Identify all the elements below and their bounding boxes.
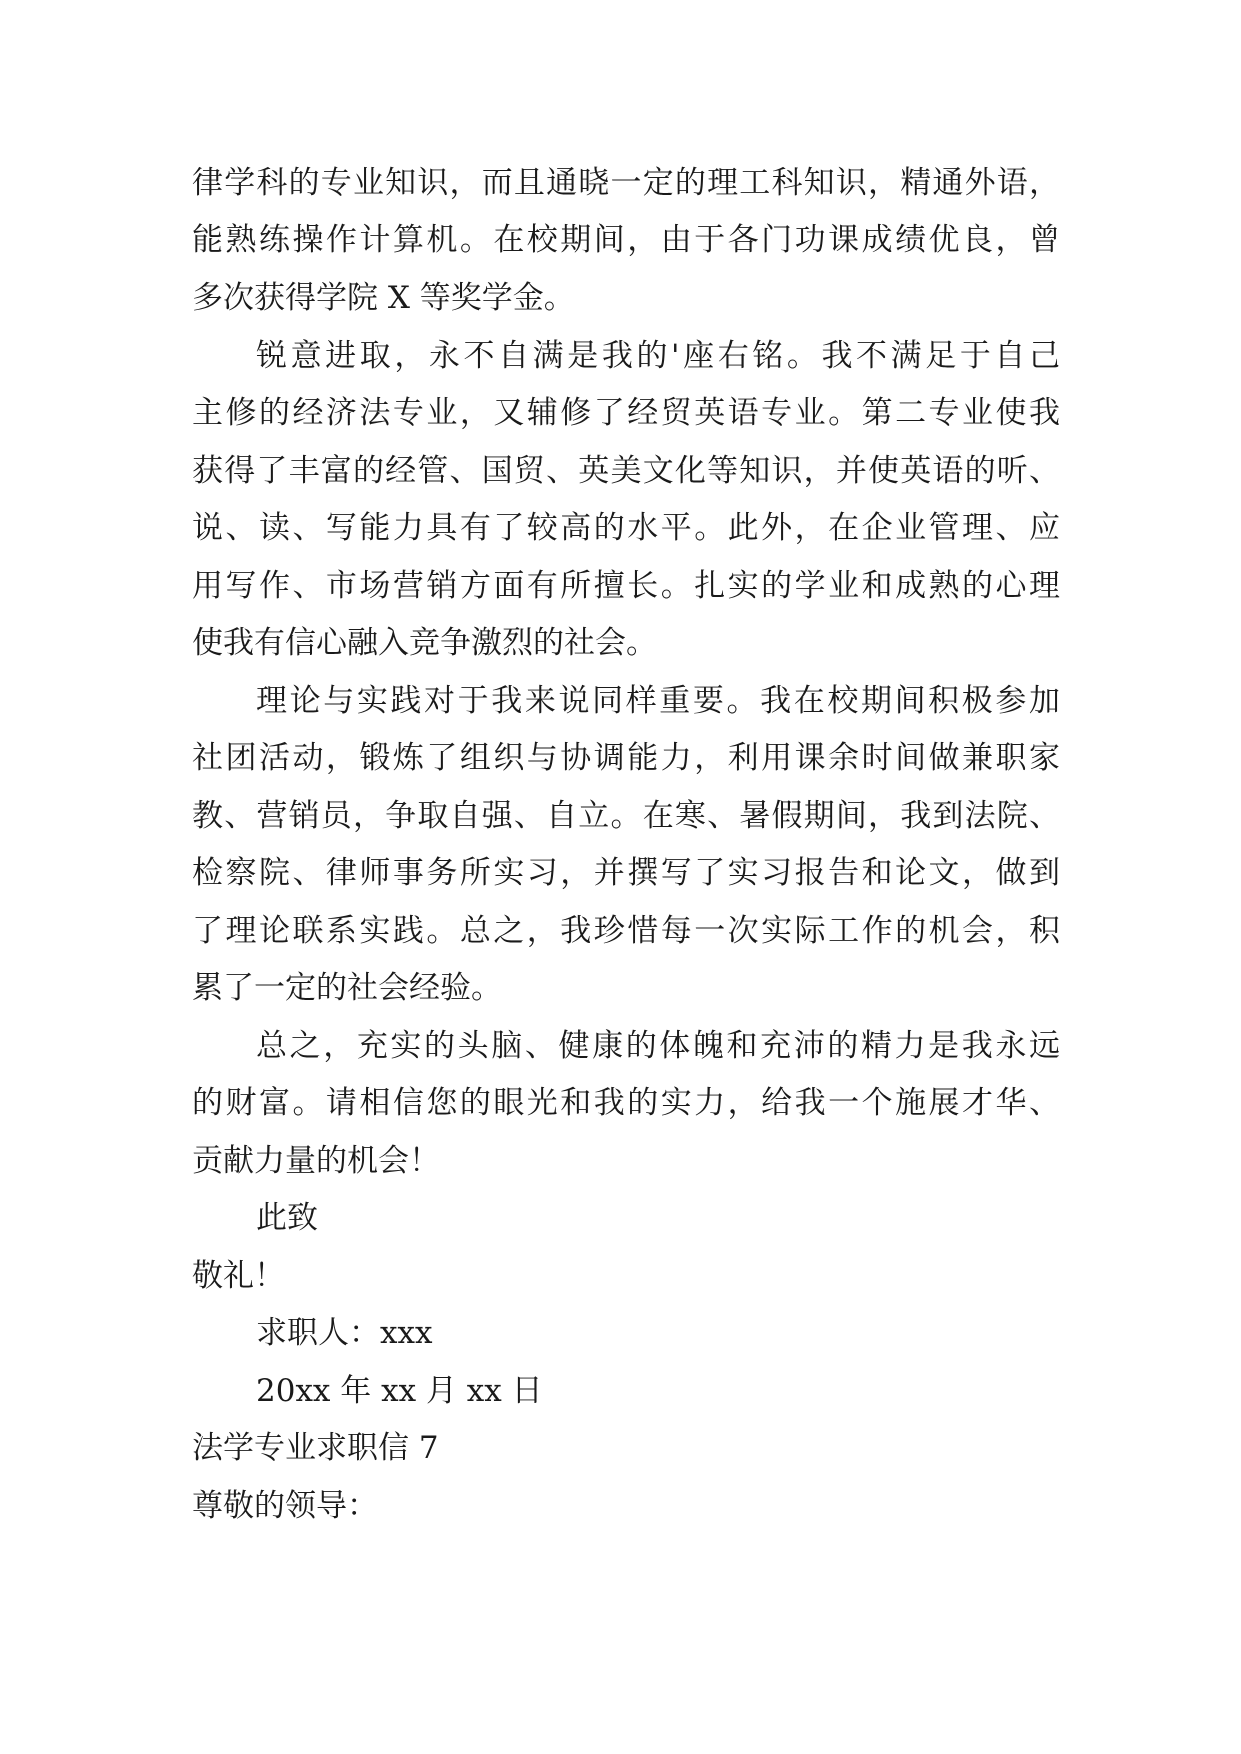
text-line: 使我有信心融入竞争激烈的社会。 (192, 625, 657, 661)
paragraph-start-line: 锐意进取，永不自满是我的'座右铭。我不满足于自己 (256, 338, 1060, 374)
text-line: 能熟练操作计算机。在校期间，由于各门功课成绩优良，曾 (192, 222, 1060, 258)
date-line: 20xx 年 xx 月 xx 日 (256, 1373, 543, 1409)
text-line: 贡献力量的机会！ (192, 1143, 440, 1179)
section-title: 法学专业求职信 7 (192, 1430, 439, 1466)
text-line: 的财富。请相信您的眼光和我的实力，给我一个施展才华、 (192, 1085, 1060, 1121)
paragraph-start-line: 理论与实践对于我来说同样重要。我在校期间积极参加 (256, 683, 1060, 719)
text-line: 检察院、律师事务所实习，并撰写了实习报告和论文，做到 (192, 855, 1060, 891)
text-line: 社团活动，锻炼了组织与协调能力，利用课余时间做兼职家 (192, 740, 1060, 776)
paragraph-start-line: 总之，充实的头脑、健康的体魄和充沛的精力是我永远 (256, 1028, 1060, 1064)
text-line: 多次获得学院 X 等奖学金。 (192, 280, 575, 316)
signature-line: 求职人：xxx (256, 1315, 433, 1351)
text-line: 说、读、写能力具有了较高的水平。此外，在企业管理、应 (192, 510, 1060, 546)
greeting-line: 尊敬的领导： (192, 1488, 378, 1524)
closing-regards: 敬礼！ (192, 1258, 285, 1294)
text-line: 获得了丰富的经管、国贸、英美文化等知识，并使英语的听、 (192, 453, 1060, 489)
closing-salutation: 此致 (256, 1200, 318, 1236)
text-line: 教、营销员，争取自强、自立。在寒、暑假期间，我到法院、 (192, 798, 1060, 834)
text-line: 累了一定的社会经验。 (192, 970, 502, 1006)
text-line: 主修的经济法专业，又辅修了经贸英语专业。第二专业使我 (192, 395, 1060, 431)
text-line: 了理论联系实践。总之，我珍惜每一次实际工作的机会，积 (192, 913, 1060, 949)
text-line: 律学科的专业知识，而且通晓一定的理工科知识，精通外语， (192, 165, 1060, 201)
text-line: 用写作、市场营销方面有所擅长。扎实的学业和成熟的心理 (192, 568, 1060, 604)
